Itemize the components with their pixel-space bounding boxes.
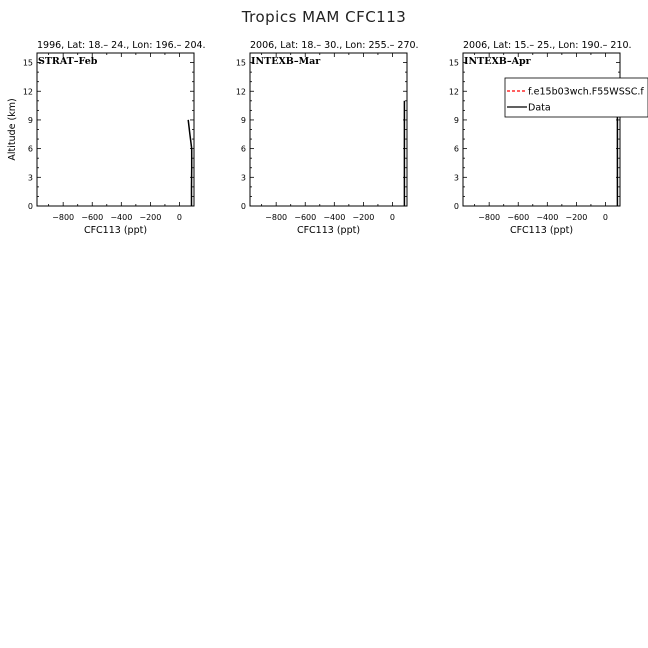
x-tick-label: −400 [323, 213, 346, 222]
panel-subtitle: 1996, Lat: 18.– 24., Lon: 196.– 204. [37, 40, 206, 51]
x-tick-label: −400 [110, 213, 133, 222]
y-tick-label: 6 [240, 144, 246, 154]
panel-subtitle: 2006, Lat: 18.– 30., Lon: 255.– 270. [250, 40, 419, 51]
y-tick-label: 15 [235, 58, 246, 68]
x-tick-label: 0 [602, 213, 609, 222]
figure-title: Tropics MAM CFC113 [241, 8, 407, 26]
y-tick-label: 12 [235, 87, 246, 97]
y-tick-label: 3 [240, 173, 246, 183]
y-tick-label: 3 [27, 173, 33, 183]
x-tick-label: −200 [139, 213, 162, 222]
y-tick-label: 15 [448, 58, 459, 68]
x-tick-label: −800 [52, 213, 75, 222]
panel-tag: INTEXB–Apr [464, 56, 531, 67]
y-tick-label: 9 [27, 115, 33, 125]
x-tick-label: −600 [81, 213, 104, 222]
y-tick-label: 12 [448, 87, 459, 97]
panel-tag: STRAT–Feb [38, 56, 98, 67]
legend-label: Data [528, 102, 551, 114]
panel-tag: INTEXB–Mar [251, 56, 321, 67]
legend [505, 78, 648, 117]
x-axis-label: CFC113 (ppt) [83, 225, 148, 236]
legend-label: f.e15b03wch.F55WSSC.f [528, 86, 644, 98]
x-axis-label: CFC113 (ppt) [509, 225, 574, 236]
x-tick-label: −600 [294, 213, 317, 222]
y-tick-label: 6 [27, 144, 33, 154]
panel-subtitle: 2006, Lat: 15.– 25., Lon: 190.– 210. [463, 40, 632, 51]
y-tick-label: 3 [453, 173, 459, 183]
y-tick-label: 9 [240, 115, 246, 125]
x-tick-label: −800 [478, 213, 501, 222]
x-tick-label: 0 [176, 213, 183, 222]
y-tick-label: 9 [453, 115, 459, 125]
y-tick-label: 12 [22, 87, 33, 97]
x-tick-label: −400 [536, 213, 559, 222]
x-tick-label: −200 [352, 213, 375, 222]
y-axis-label: Altitude (km) [7, 98, 18, 161]
y-tick-label: 15 [22, 58, 33, 68]
x-tick-label: −800 [265, 213, 288, 222]
y-tick-label: 0 [240, 202, 246, 211]
y-tick-label: 0 [27, 202, 33, 211]
y-tick-label: 0 [453, 202, 459, 211]
x-tick-label: −600 [507, 213, 530, 222]
x-tick-label: −200 [565, 213, 588, 222]
y-tick-label: 6 [453, 144, 459, 154]
x-axis-label: CFC113 (ppt) [296, 225, 361, 236]
x-tick-label: 0 [389, 213, 396, 222]
legend-box [505, 78, 648, 117]
